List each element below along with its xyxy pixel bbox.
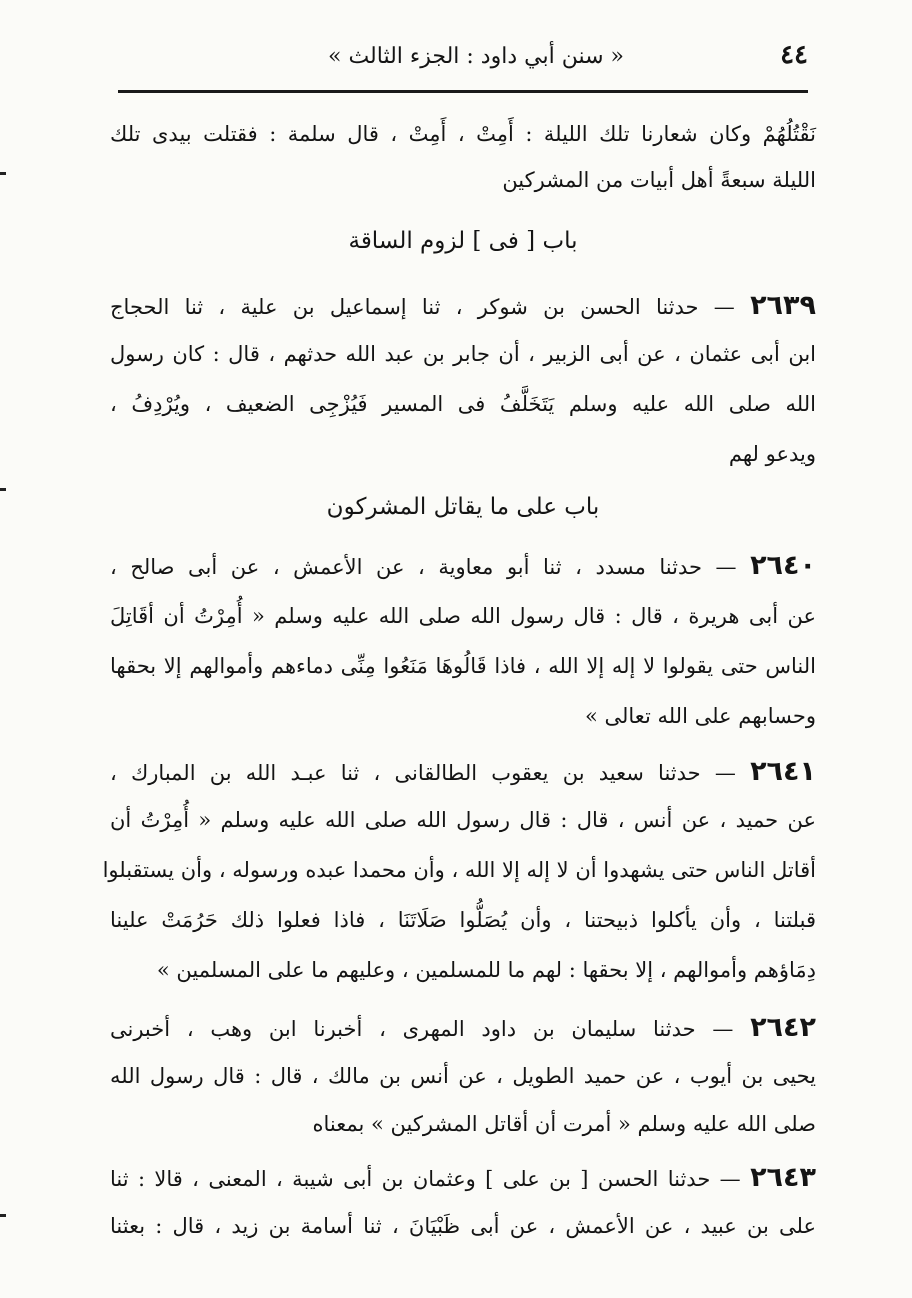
hadith-2639-line-4: ويدعو لهم [728, 442, 816, 466]
chapter-heading-fighting: باب على ما يقاتل المشركون [326, 494, 600, 520]
hadith-2640-line-1: ٢٦٤٠ — حدثنا مسدد ، ثنا أبو معاوية ، عن الأعمش ، عن أبى صالح ، [110, 550, 816, 581]
hadith-2641-line-1: ٢٦٤١ — حدثنا سعيد بن يعقوب الطالقانى ، ثنا عبـد الله بن المبارك ، [110, 756, 816, 787]
hadith-number-2639: ٢٦٣٩ [750, 290, 816, 321]
hadith-2641-line-2: عن حميد ، عن أنس ، قال : قال رسول الله صلى الله عليه وسلم « أُمِرْتُ أن [110, 808, 816, 832]
header-rule [118, 90, 808, 93]
hadith-number-2640: ٢٦٤٠ [750, 550, 816, 581]
hadith-2641-line-5: دِمَاؤهم وأموالهم ، إلا بحقها : لهم ما للمسلمين ، وعليهم ما على المسلمين » [156, 958, 816, 982]
hadith-2641-line-3: أقاتل الناس حتى يشهدوا أن لا إله إلا الله ، وأن محمدا عبده ورسوله ، وأن يستقبلوا [102, 858, 816, 882]
hadith-2640-line-3: الناس حتى يقولوا لا إله إلا الله ، فاذا قَالُوهَا مَنَعُوا مِنِّى دماءهم وأموالهم إلا بحقها [110, 654, 816, 678]
chapter-heading-rearguard: باب [ فى ] لزوم الساقة [348, 228, 578, 254]
hadith-2643-line-1: ٢٦٤٣ — حدثنا الحسن [ بن على ] وعثمان بن أبى شيبة ، المعنى ، قالا : ثنا [110, 1162, 816, 1193]
hadith-2639-line-1: ٢٦٣٩ — حدثنا الحسن بن شوكر ، ثنا إسماعيل بن علية ، ثنا الحجاج [110, 290, 816, 321]
hadith-2640-line-4: وحسابهم على الله تعالى » [584, 704, 816, 728]
hadith-2643-line-2: على بن عبيد ، عن الأعمش ، عن أبى ظَبْيَانَ ، ثنا أسامة بن زيد ، قال : بعثنا [110, 1214, 816, 1238]
continuation-line-2: الليلة سبعةً أهل أبيات من المشركين [502, 168, 816, 192]
page-number: ٤٤ [780, 40, 808, 70]
hadith-number-2643: ٢٦٤٣ [750, 1162, 816, 1193]
hadith-2641-line-4: قبلتنا ، وأن يأكلوا ذبيحتنا ، وأن يُصَلُّوا صَلَاتَنَا ، فاذا فعلوا ذلك حَرُمَتْ علينا [110, 908, 816, 932]
continuation-line-1: نَقْتُلُهُمْ وكان شعارنا تلك الليلة : أَمِتْ ، أَمِتْ ، قال سلمة : فقتلت بيدى تلك [110, 122, 816, 146]
running-title: « سنن أبي داود : الجزء الثالث » [328, 44, 624, 69]
page-header [118, 38, 808, 82]
hadith-2640-line-2: عن أبى هريرة ، قال : قال رسول الله صلى الله عليه وسلم « أُمِرْتُ أن أقَاتِلَ [110, 604, 816, 628]
hadith-2639-line-3: الله صلى الله عليه وسلم يَتَخَلَّفُ فى المسير فَيُزْجِى الضعيف ، ويُرْدِفُ ، [110, 392, 816, 416]
hadith-2642-line-1: ٢٦٤٢ — حدثنا سليمان بن داود المهرى ، أخبرنا ابن وهب ، أخبرنى [110, 1012, 816, 1043]
scan-edge-mark [0, 1214, 6, 1217]
scan-edge-mark [0, 488, 6, 491]
hadith-number-2641: ٢٦٤١ [750, 756, 816, 787]
scan-edge-mark [0, 172, 6, 175]
hadith-2642-line-2: يحيى بن أيوب ، عن حميد الطويل ، عن أنس بن مالك ، قال : قال رسول الله [110, 1064, 817, 1088]
hadith-2639-line-2: ابن أبى عثمان ، عن أبى الزبير ، أن جابر بن عبد الله حدثهم ، قال : كان رسول [110, 342, 816, 366]
hadith-2642-line-3: صلى الله عليه وسلم « أمرت أن أقاتل المشركين » بمعناه [312, 1112, 816, 1136]
hadith-number-2642: ٢٦٤٢ [750, 1012, 816, 1043]
